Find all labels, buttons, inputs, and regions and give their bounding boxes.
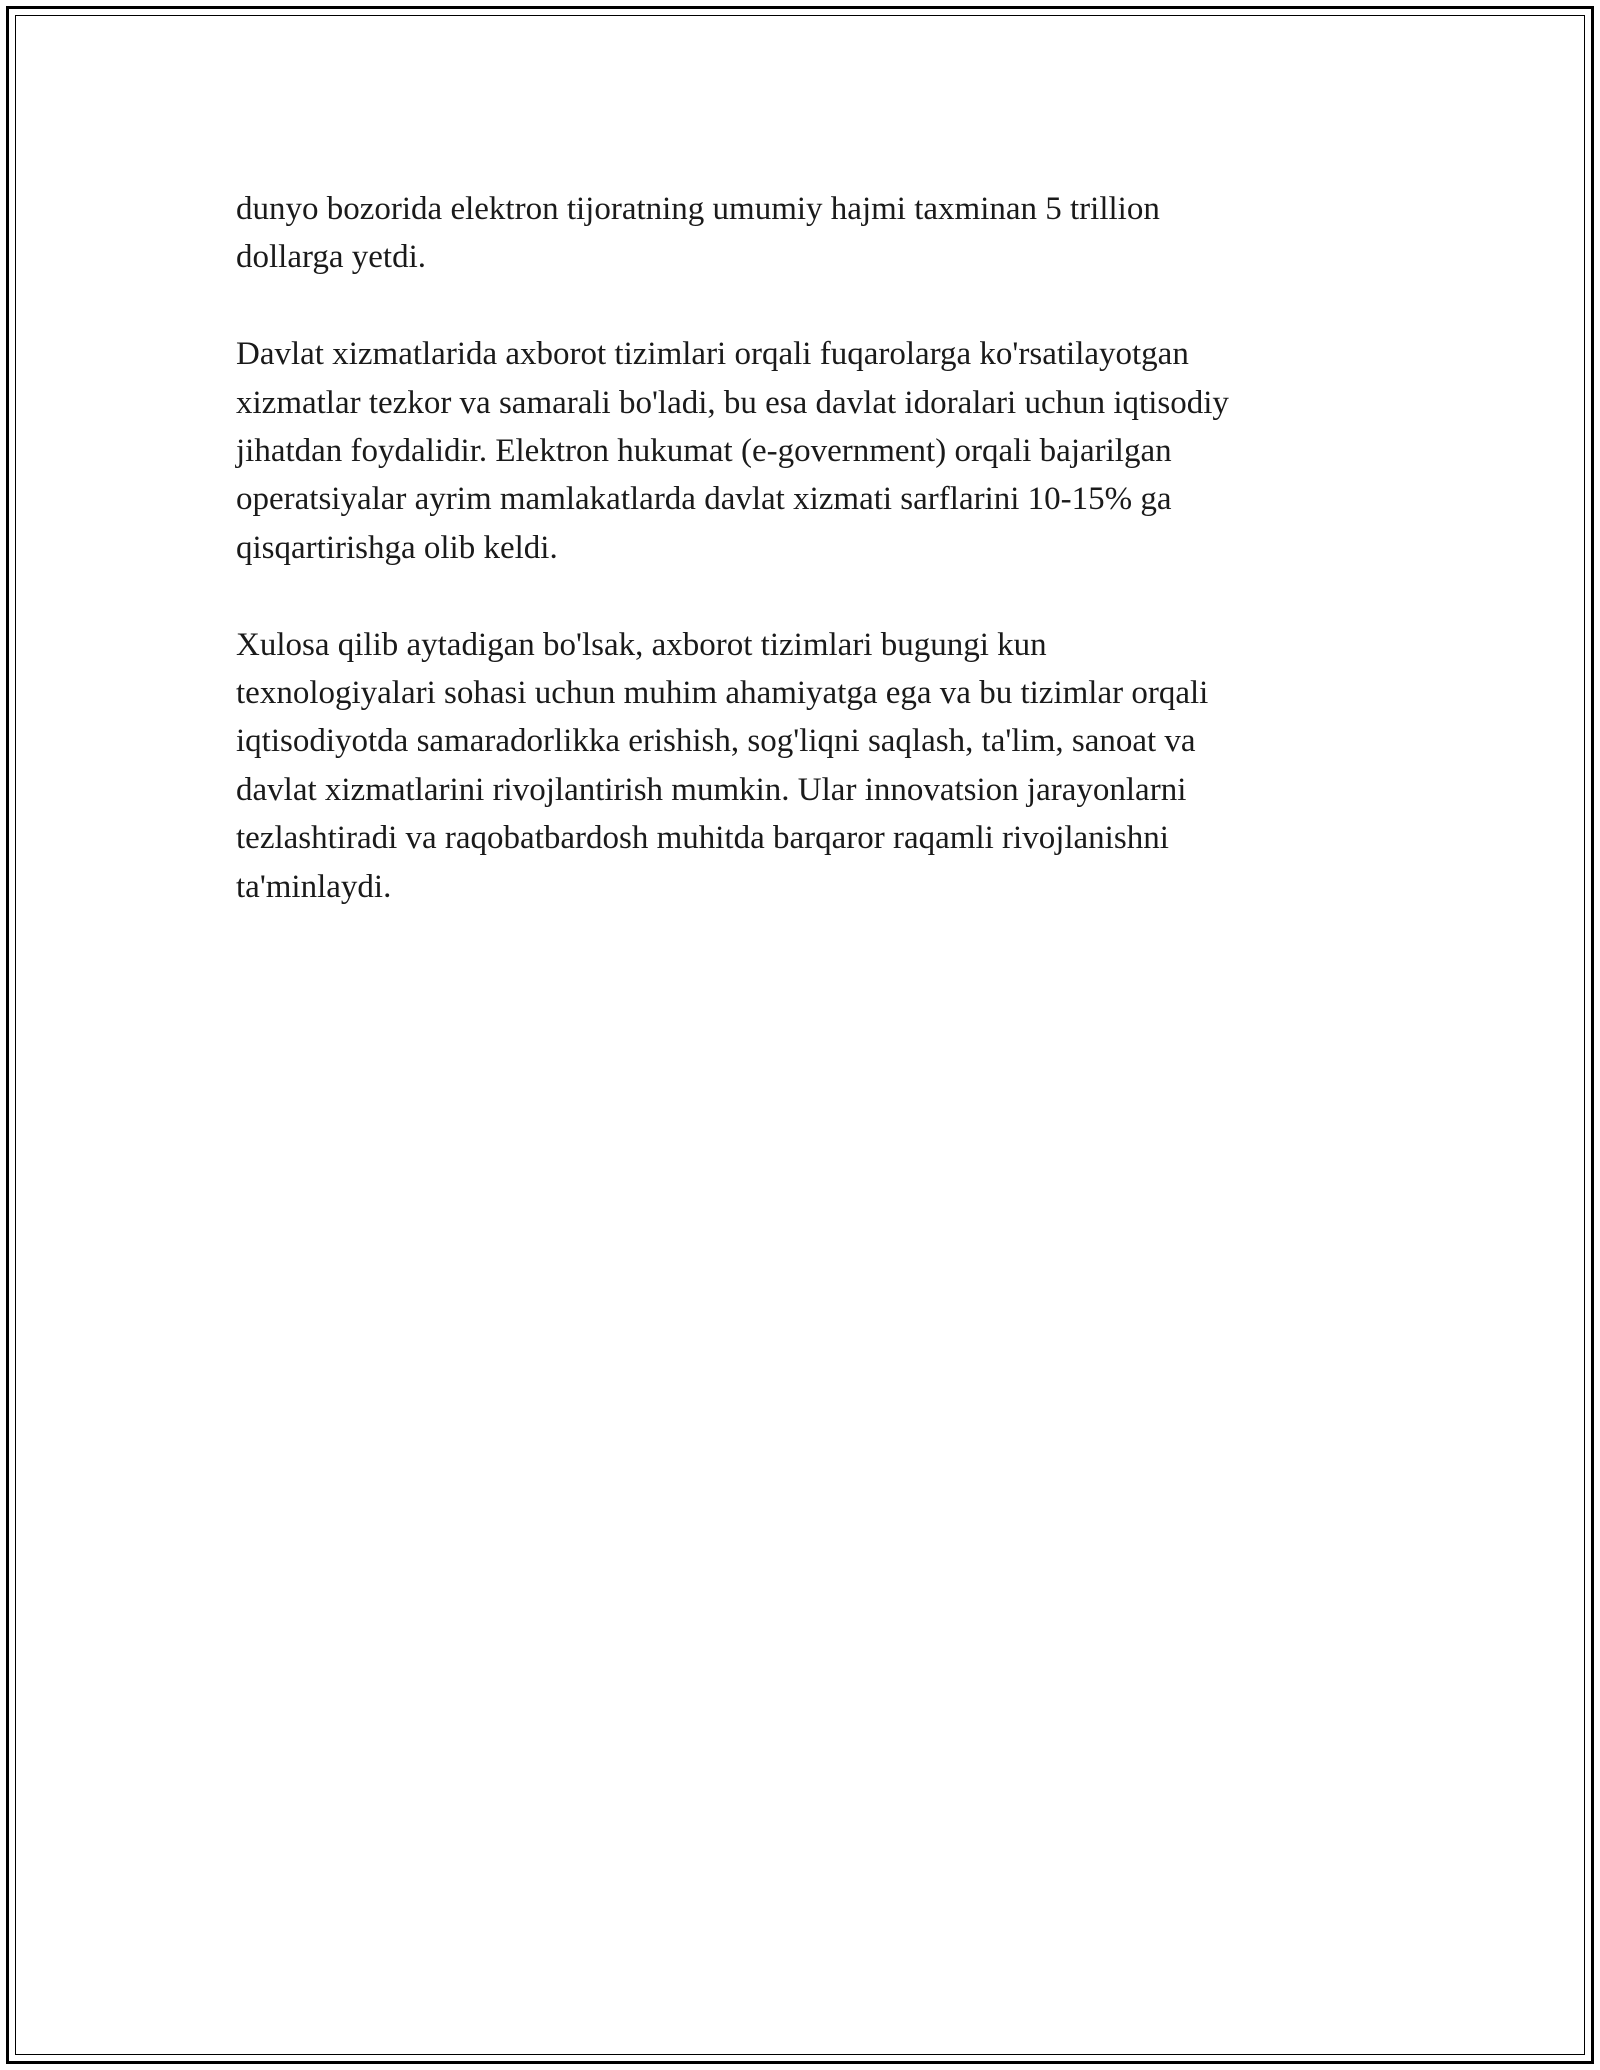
text-line: xizmatlar tezkor va samarali bo'ladi, bu esa davlat idoralari uchun iqtisodiy — [236, 384, 1229, 421]
text-line: davlat xizmatlarini rivojlantirish mumkin. Ular innovatsion jarayonlarni — [236, 771, 1187, 808]
text-line: jihatdan foydalidir. Elektron hukumat (e-government) orqali bajarilgan — [236, 433, 1172, 470]
text-line: qisqartirishga olib keldi. — [236, 529, 558, 566]
text-line: texnologiyalari sohasi uchun muhim ahamiyatga ega va bu tizimlar orqali — [236, 675, 1209, 712]
paragraph-e-government — [236, 330, 1366, 572]
text-line: ta'minlaydi. — [236, 868, 392, 905]
paragraph-conclusion — [236, 621, 1366, 911]
text-line: operatsiyalar ayrim mamlakatlarda davlat xizmati sarflarini 10-15% ga — [236, 481, 1172, 518]
paragraph-ecommerce — [236, 185, 1366, 282]
text-line: Xulosa qilib aytadigan bo'lsak, axborot tizimlari bugungi kun — [236, 626, 1047, 663]
document-body — [236, 185, 1366, 959]
text-line: dunyo bozorida elektron tijoratning umumiy hajmi taxminan 5 trillion — [236, 191, 1160, 227]
text-line: tezlashtiradi va raqobatbardosh muhitda barqaror raqamli rivojlanishni — [236, 820, 1169, 857]
text-line: dollarga yetdi. — [236, 239, 427, 276]
text-line: iqtisodiyotda samaradorlikka erishish, sog'liqni saqlash, ta'lim, sanoat va — [236, 723, 1196, 760]
text-line: Davlat xizmatlarida axborot tizimlari orqali fuqarolarga ko'rsatilayotgan — [236, 336, 1189, 373]
